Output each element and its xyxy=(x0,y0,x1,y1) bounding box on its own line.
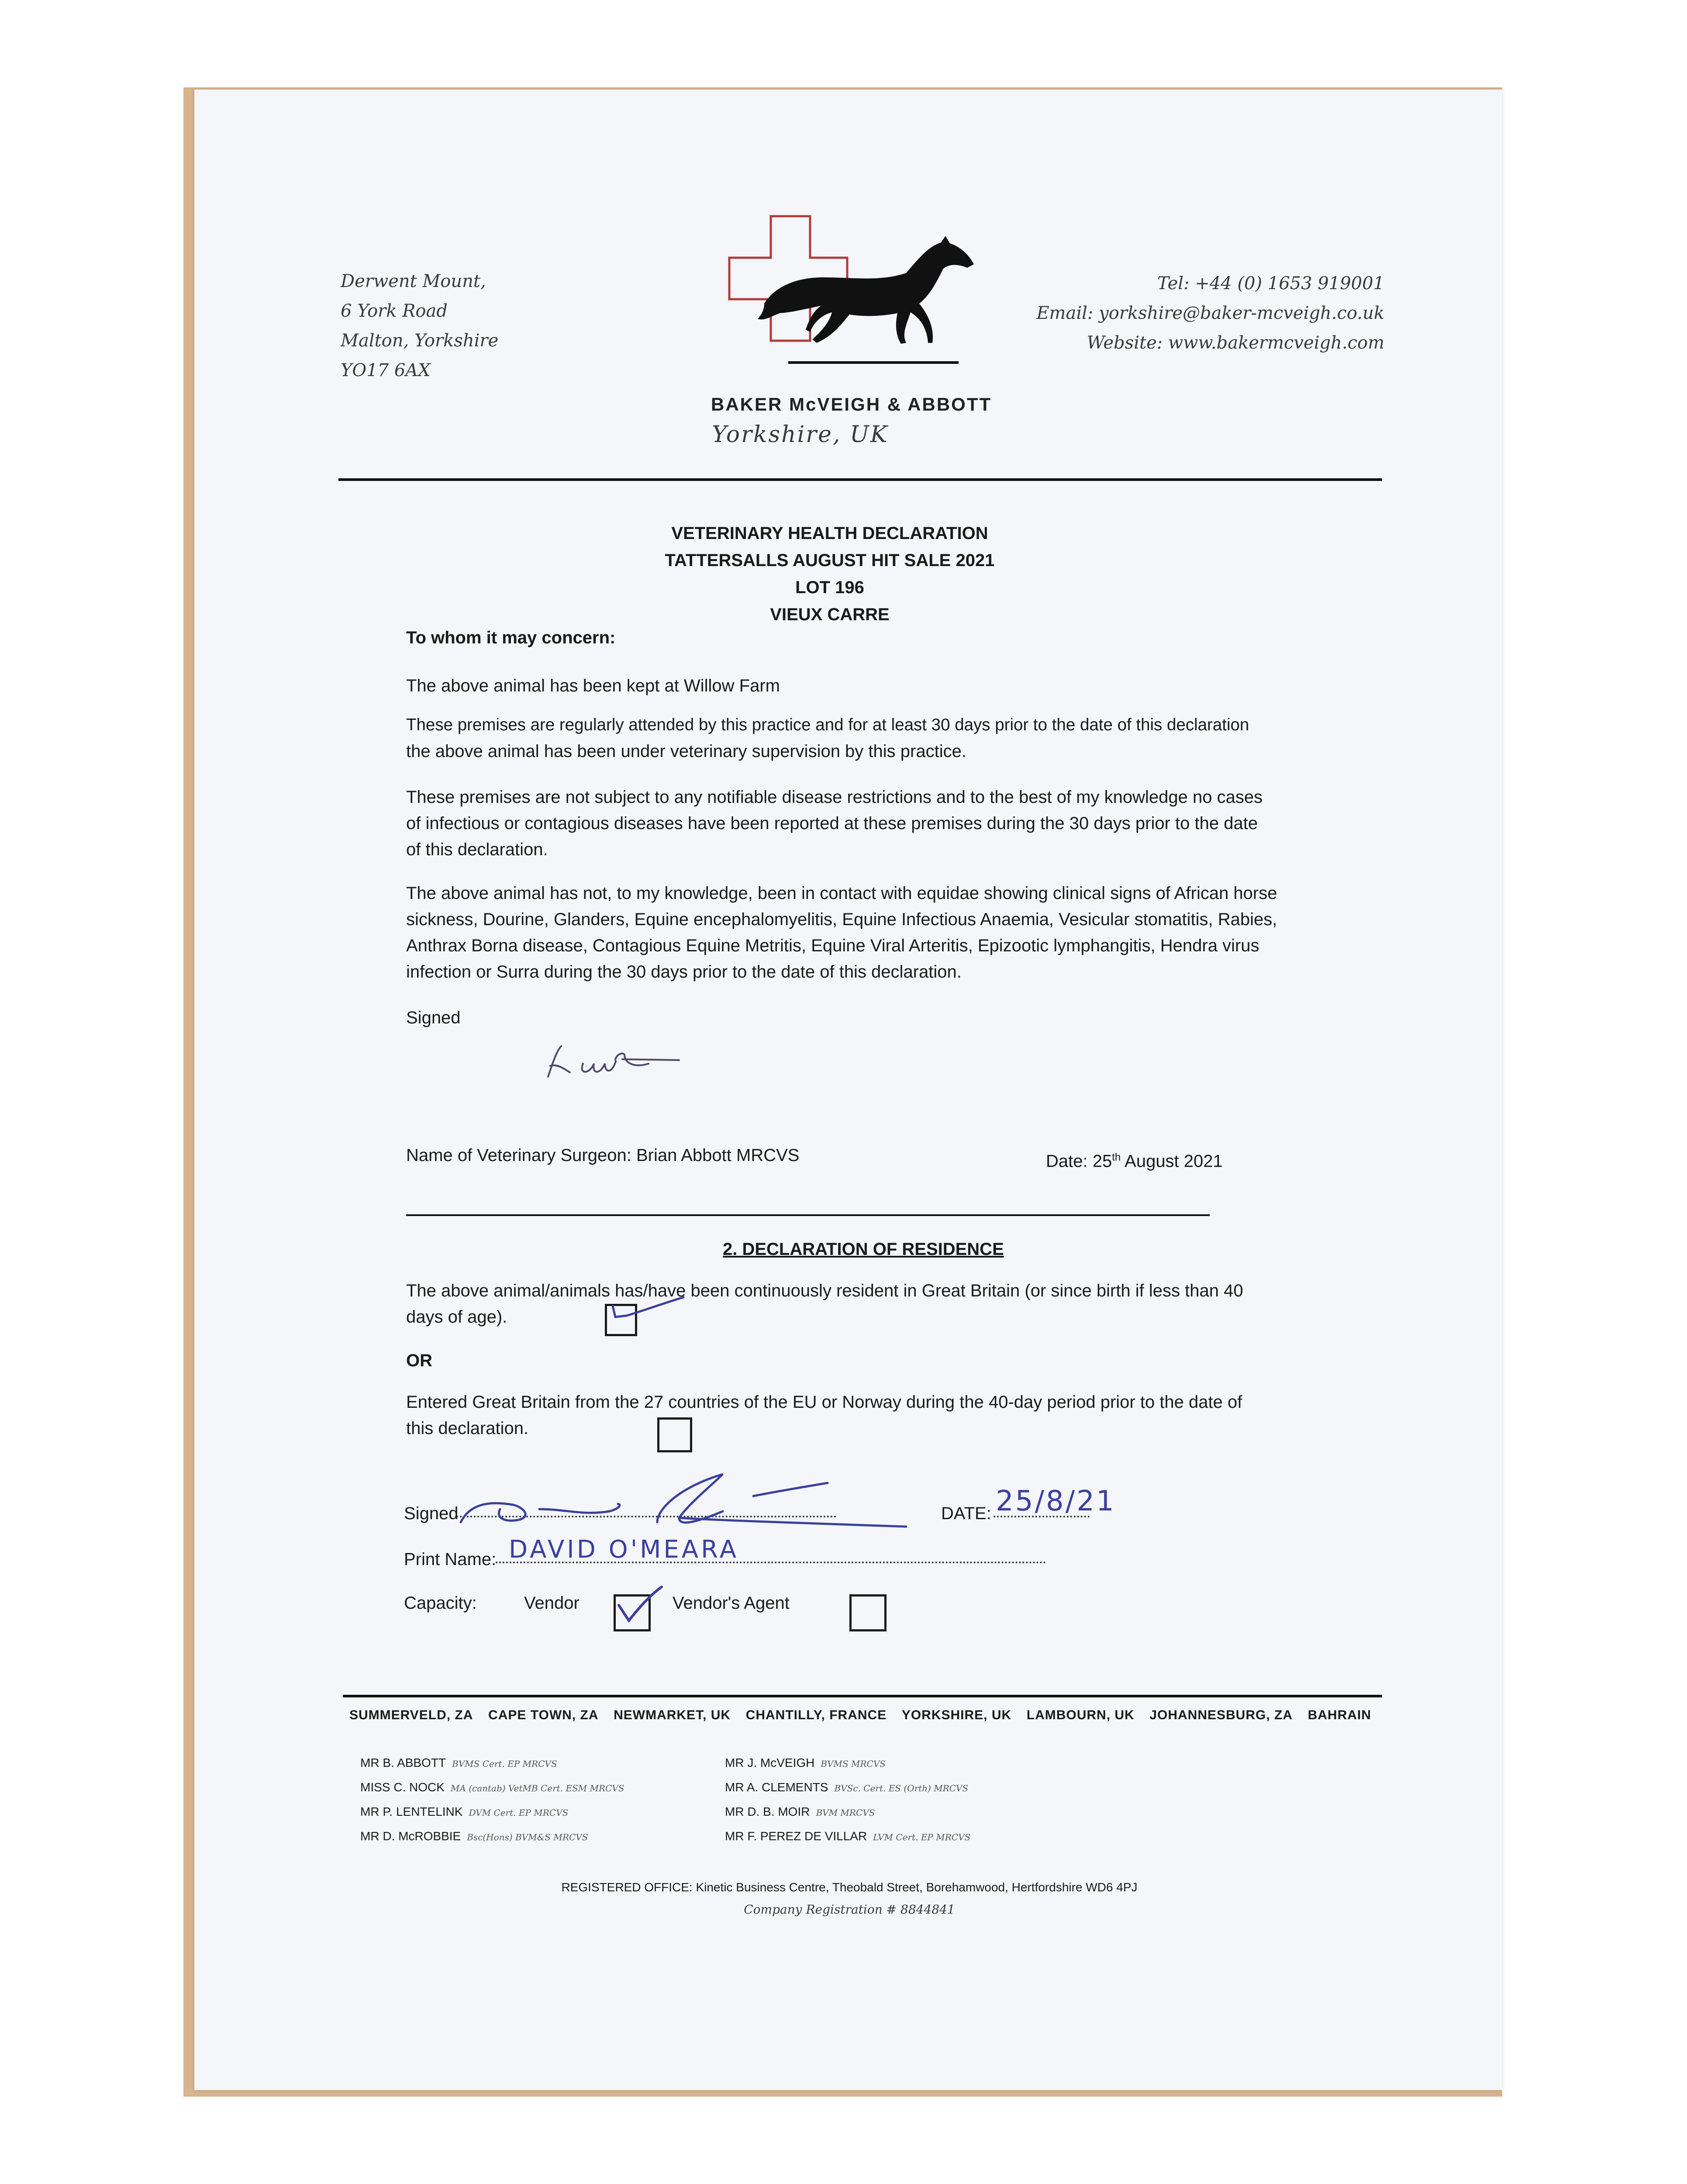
address-line: Derwent Mount, xyxy=(341,271,486,291)
location: JOHANNESBURG, ZA xyxy=(1149,1708,1293,1722)
owner-signature xyxy=(452,1457,932,1544)
paragraph-line: The above animal has not, to my knowledge, been in contact with equidae showing clinical signs of African horse xyxy=(406,884,1277,903)
tel: Tel: +44 (0) 1653 919001 xyxy=(1157,273,1384,294)
signed-label: Signed xyxy=(406,1008,461,1027)
owner-date-label: DATE: xyxy=(941,1504,991,1523)
document-page xyxy=(194,90,1502,2090)
email: Email: yorkshire@baker-mcveigh.co.uk xyxy=(1036,303,1384,323)
paragraph-line: the above animal has been under veterinary supervision by this practice. xyxy=(406,742,966,761)
paragraph-line: sickness, Dourine, Glanders, Equine encephalomyelitis, Equine Infectious Anaemia, Vesicular stomatitis, Rabies, xyxy=(406,910,1277,929)
paragraph-line: These premises are regularly attended by this practice and for at least 30 days prior to the date of this declaration xyxy=(406,715,1249,734)
staff-member xyxy=(360,1756,624,1780)
declaration-heading xyxy=(633,520,1026,628)
residence-option-2 xyxy=(406,1389,1242,1441)
office-locations xyxy=(349,1708,1371,1723)
location: YORKSHIRE, UK xyxy=(901,1708,1012,1722)
company-registration: Company Registration # 8844841 xyxy=(744,1902,955,1917)
staff-qualifications: BVMS MRCVS xyxy=(821,1759,886,1769)
practice-contact xyxy=(1036,269,1384,358)
owner-date-value: 25/8/21 xyxy=(996,1485,1116,1517)
practice-address xyxy=(341,266,498,385)
firm-location: Yorkshire, UK xyxy=(712,422,889,448)
staff-qualifications: BVSc. Cert. ES (Orth) MRCVS xyxy=(834,1783,969,1794)
address-line: YO17 6AX xyxy=(341,360,431,380)
paragraph-line: infection or Surra during the 30 days prior to the date of this declaration. xyxy=(406,962,962,981)
staff-member xyxy=(725,1756,970,1780)
heading-line: TATTERSALLS AUGUST HIT SALE 2021 xyxy=(665,551,995,570)
print-name-label: Print Name: xyxy=(404,1550,497,1569)
staff-member xyxy=(725,1780,970,1805)
staff-list-left xyxy=(360,1756,624,1854)
staff-member xyxy=(360,1805,624,1829)
residence-option-1 xyxy=(406,1278,1243,1330)
location: CAPE TOWN, ZA xyxy=(488,1708,599,1722)
staff-name: MR A. CLEMENTS xyxy=(725,1780,828,1794)
capacity-label: Capacity: xyxy=(404,1593,477,1613)
staff-qualifications: MA (cantab) VetMB Cert. ESM MRCVS xyxy=(450,1783,624,1794)
paragraph-line: days of age). xyxy=(406,1307,507,1327)
paragraph xyxy=(406,712,1249,764)
paragraph xyxy=(406,880,1277,985)
location: BAHRAIN xyxy=(1308,1708,1371,1722)
staff-qualifications: DVM Cert. EP MRCVS xyxy=(469,1807,569,1818)
staff-list-right xyxy=(725,1756,970,1854)
heading-line: VIEUX CARRE xyxy=(770,605,890,624)
surgeon-name: Name of Veterinary Surgeon: Brian Abbott MRCVS xyxy=(406,1146,800,1165)
salutation: To whom it may concern: xyxy=(406,628,616,647)
location: CHANTILLY, FRANCE xyxy=(745,1708,887,1722)
staff-qualifications: BVM MRCVS xyxy=(816,1807,875,1818)
staff-name: MR F. PEREZ DE VILLAR xyxy=(725,1829,867,1843)
paragraph xyxy=(406,784,1263,863)
paragraph-line: Anthrax Borna disease, Contagious Equine Metritis, Equine Viral Arteritis, Epizootic lymphangitis, Hendra virus xyxy=(406,936,1259,955)
or-label: OR xyxy=(406,1351,432,1370)
tick-mark-icon xyxy=(609,1293,688,1328)
paragraph-line: of infectious or contagious diseases have been reported at these premises during the 30 days prior to the date xyxy=(406,814,1258,833)
owner-signed-label: Signed xyxy=(404,1504,459,1523)
staff-name: MR D. McROBBIE xyxy=(360,1829,461,1843)
staff-member xyxy=(360,1829,624,1854)
firm-name: BAKER McVEIGH & ABBOTT xyxy=(711,394,992,415)
section-divider xyxy=(406,1214,1210,1216)
vendors-agent-label: Vendor's Agent xyxy=(673,1593,790,1613)
heading-line: VETERINARY HEALTH DECLARATION xyxy=(671,524,988,543)
location: NEWMARKET, UK xyxy=(614,1708,731,1722)
vendor-label: Vendor xyxy=(524,1593,580,1613)
registered-office: REGISTERED OFFICE: Kinetic Business Centre, Theobald Street, Borehamwood, Hertfordshire WD6 4PJ xyxy=(561,1880,1138,1894)
location: LAMBOURN, UK xyxy=(1026,1708,1135,1722)
paragraph-line: Entered Great Britain from the 27 countries of the EU or Norway during the 40-day period prior to the date of xyxy=(406,1393,1242,1412)
heading-line: LOT 196 xyxy=(795,578,864,597)
vendors-agent-checkbox[interactable] xyxy=(849,1594,887,1631)
address-line: 6 York Road xyxy=(341,301,448,321)
vet-signature xyxy=(535,1033,692,1085)
staff-name: MR B. ABBOTT xyxy=(360,1756,446,1769)
entered-gb-checkbox[interactable] xyxy=(657,1417,692,1452)
staff-name: MISS C. NOCK xyxy=(360,1780,445,1794)
staff-qualifications: Bsc(Hons) BVM&S MRCVS xyxy=(467,1832,588,1842)
horse-cross-logo-icon xyxy=(723,212,980,369)
location: SUMMERVELD, ZA xyxy=(349,1708,473,1722)
address-line: Malton, Yorkshire xyxy=(341,331,499,351)
staff-qualifications: LVM Cert. EP MRCVS xyxy=(873,1832,971,1842)
staff-name: MR J. McVEIGH xyxy=(725,1756,815,1769)
paragraph-line: this declaration. xyxy=(406,1419,529,1438)
staff-member xyxy=(360,1780,624,1805)
paragraph-line: These premises are not subject to any notifiable disease restrictions and to the best of my knowledge no cases xyxy=(406,788,1263,807)
residence-title: 2. DECLARATION OF RESIDENCE xyxy=(723,1240,1004,1259)
website: Website: www.bakermcveigh.com xyxy=(1087,333,1384,353)
staff-member xyxy=(725,1805,970,1829)
paragraph: The above animal has been kept at Willow Farm xyxy=(406,676,780,695)
staff-name: MR P. LENTELINK xyxy=(360,1805,463,1818)
tick-mark-icon xyxy=(614,1583,666,1631)
staff-name: MR D. B. MOIR xyxy=(725,1805,810,1818)
print-name-value: DAVID O'MEARA xyxy=(509,1535,739,1564)
staff-member xyxy=(725,1829,970,1854)
footer-divider xyxy=(343,1695,1382,1697)
staff-qualifications: BVMS Cert. EP MRCVS xyxy=(452,1759,557,1769)
paragraph-line: of this declaration. xyxy=(406,840,548,859)
paragraph-line: The above animal/animals has/have been continuously resident in Great Britain (or since birth if less than 40 xyxy=(406,1281,1243,1300)
header-divider xyxy=(338,478,1382,481)
health-date xyxy=(1046,1144,1223,1174)
date-prefix: Date: 25 xyxy=(1046,1151,1112,1171)
date-suffix: August 2021 xyxy=(1121,1151,1223,1171)
date-suffix-sup: th xyxy=(1112,1151,1121,1163)
